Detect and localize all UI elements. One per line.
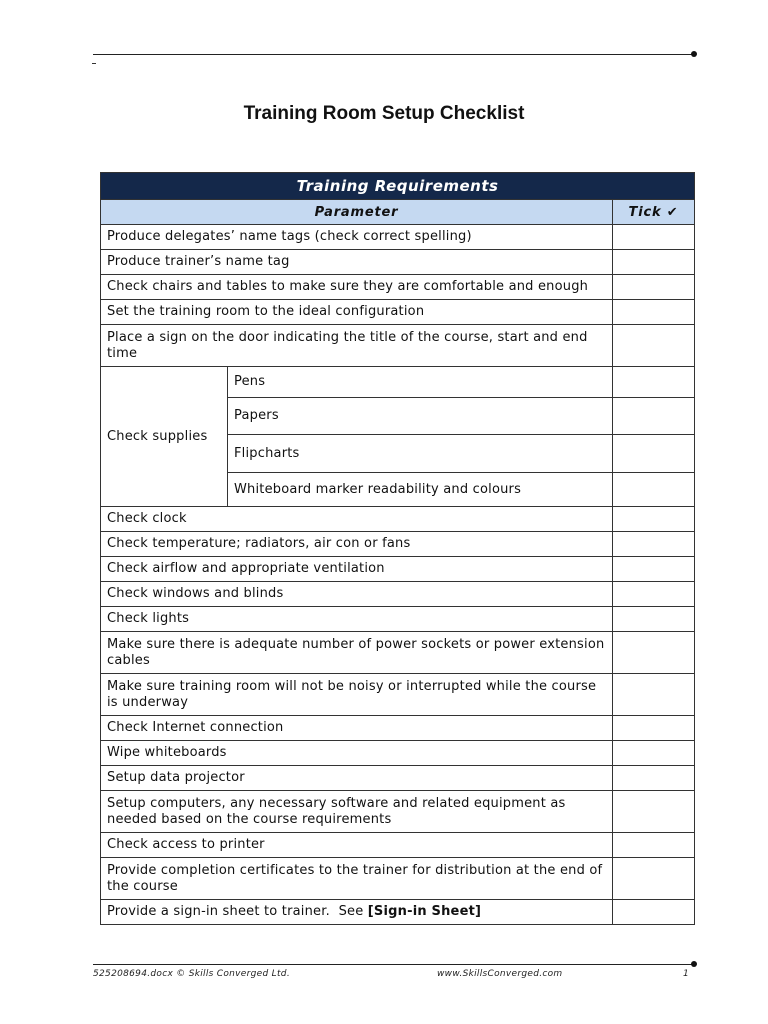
supply-item: Whiteboard marker readability and colours (228, 473, 613, 507)
table-row (101, 632, 695, 674)
footer-website[interactable]: www.SkillsConverged.com (437, 969, 563, 979)
tick-cell[interactable] (613, 607, 695, 632)
tick-cell[interactable] (613, 716, 695, 741)
table-row (101, 833, 695, 858)
tick-cell[interactable] (613, 300, 695, 325)
table-row (101, 300, 695, 325)
table-row (101, 741, 695, 766)
row-parameter: Check airflow and appropriate ventilation (101, 557, 613, 582)
tick-cell[interactable] (613, 473, 695, 507)
table-row (101, 367, 695, 398)
table-row (101, 325, 695, 367)
tick-cell[interactable] (613, 275, 695, 300)
table-row (101, 507, 695, 532)
row-parameter-sign-in (101, 900, 613, 925)
tick-cell[interactable] (613, 900, 695, 925)
row-parameter: Produce delegates’ name tags (check correct spelling) (101, 225, 613, 250)
table-row (101, 766, 695, 791)
table-row (101, 225, 695, 250)
table-row (101, 791, 695, 833)
column-header-tick: Tick ✔ (613, 200, 695, 225)
row-parameter: Setup data projector (101, 766, 613, 791)
tick-cell[interactable] (613, 791, 695, 833)
document-title: Training Room Setup Checklist (243, 103, 525, 124)
tick-cell[interactable] (613, 632, 695, 674)
table-title-row (101, 173, 695, 200)
tick-cell[interactable] (613, 507, 695, 532)
supplies-label: Check supplies (101, 367, 228, 507)
table-row (101, 858, 695, 900)
row-parameter: Setup computers, any necessary software and related equipment as needed based on the course requirements (101, 791, 613, 833)
tick-cell[interactable] (613, 225, 695, 250)
table-header-row (101, 200, 695, 225)
tick-cell[interactable] (613, 741, 695, 766)
row-parameter: Provide completion certificates to the trainer for distribution at the end of the course (101, 858, 613, 900)
row-parameter: Wipe whiteboards (101, 741, 613, 766)
row-parameter: Check access to printer (101, 833, 613, 858)
tick-cell[interactable] (613, 435, 695, 473)
row-parameter: Check lights (101, 607, 613, 632)
row-parameter: Check clock (101, 507, 613, 532)
table-row (101, 250, 695, 275)
table-row (101, 275, 695, 300)
footer-page-number: 1 (683, 969, 690, 979)
tick-cell[interactable] (613, 674, 695, 716)
row-parameter: Check temperature; radiators, air con or fans (101, 532, 613, 557)
table-row (101, 607, 695, 632)
supply-item: Flipcharts (228, 435, 613, 473)
table-row (101, 900, 695, 925)
row-parameter: Check Internet connection (101, 716, 613, 741)
tick-cell[interactable] (613, 398, 695, 435)
header-rule (93, 54, 693, 55)
table-row (101, 582, 695, 607)
sign-in-text: Provide a sign-in sheet to trainer. See (107, 904, 368, 919)
header-rule-dot (691, 51, 697, 57)
footer-rule-dot (691, 961, 697, 967)
tick-cell[interactable] (613, 250, 695, 275)
row-parameter: Place a sign on the door indicating the title of the course, start and end time (101, 325, 613, 367)
row-parameter: Produce trainer’s name tag (101, 250, 613, 275)
table-row (101, 674, 695, 716)
supply-item: Pens (228, 367, 613, 398)
tick-cell[interactable] (613, 858, 695, 900)
tick-cell[interactable] (613, 833, 695, 858)
row-parameter: Make sure training room will not be noisy or interrupted while the course is underway (101, 674, 613, 716)
tick-cell[interactable] (613, 367, 695, 398)
row-parameter: Check chairs and tables to make sure they are comfortable and enough (101, 275, 613, 300)
table-row (101, 716, 695, 741)
tick-cell[interactable] (613, 557, 695, 582)
row-parameter: Check windows and blinds (101, 582, 613, 607)
supply-item: Papers (228, 398, 613, 435)
row-parameter: Make sure there is adequate number of power sockets or power extension cables (101, 632, 613, 674)
footer-rule (93, 964, 693, 965)
table-row (101, 532, 695, 557)
table-title: Training Requirements (101, 173, 695, 200)
column-header-parameter: Parameter (101, 200, 613, 225)
header-mark (92, 63, 96, 64)
table-row (101, 557, 695, 582)
sign-in-sheet-link[interactable]: [Sign-in Sheet] (367, 904, 482, 919)
checklist-table (100, 172, 695, 925)
tick-cell[interactable] (613, 532, 695, 557)
tick-cell[interactable] (613, 325, 695, 367)
tick-cell[interactable] (613, 582, 695, 607)
tick-cell[interactable] (613, 766, 695, 791)
row-parameter: Set the training room to the ideal configuration (101, 300, 613, 325)
footer-doc-info: 525208694.docx © Skills Converged Ltd. (93, 969, 290, 979)
